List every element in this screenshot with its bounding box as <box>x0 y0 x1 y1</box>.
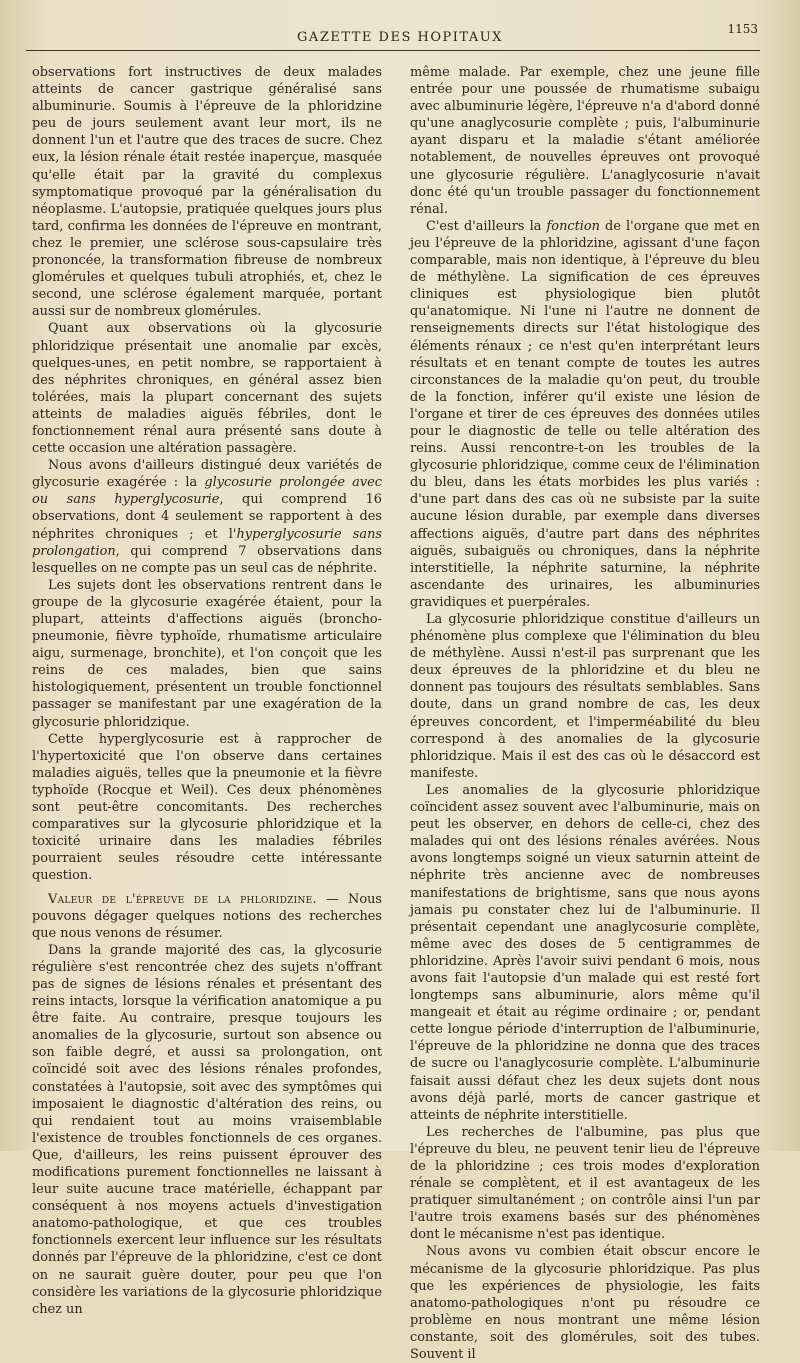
section-paragraph <box>32 891 382 942</box>
text-run: Nous avons d'ailleurs distingué deux variétés de glycosurie exagérée : la <box>32 458 382 491</box>
left-paragraph-5: Cette hyperglycosurie est à rapprocher de l'hypertoxicité que l'on observe dans certaines maladies aiguës, telles que la pneumonie et la fièvre typhoïde (Rocque et Weil). Ces deux phénomènes sont peut-être concomitants. Des recherches comparatives sur la glycosurie phloridzique et la toxicité urinaire dans les maladies fébriles pourraient seules résoudre cette intéressante question. <box>32 731 382 884</box>
text-run: , qui comprend 7 observations dans lesquelles on ne compte pas un seul cas de néphrite. <box>32 543 382 576</box>
right-paragraph-6: Nous avons vu combien était obscur encore le mécanisme de la glycosurie phloridzique. Pas plus que les expériences de physiologie, les faits anatomo-pathologiques n'ont pu résoudre ce problème en nous montrant une même lésion constante, soit des glomérules, soit des tubes. Souvent il <box>410 1244 760 1363</box>
left-paragraph-2: Quant aux observations où la glycosurie phloridzique présentait une anomalie par excès, quelques-unes, en petit nombre, se rapportaient à des néphrites chroniques, en général assez bien tolérées, mais la plupart concernant des sujets atteints de maladies aiguës fébriles, dont le fonctionnement rénal aura présenté sans doute à cette occasion une altération passagère. <box>32 321 382 457</box>
header-rule <box>26 50 760 51</box>
left-column <box>32 64 382 1317</box>
right-paragraph-4: Les anomalies de la glycosurie phloridzique coïncident assez souvent avec l'albuminurie, mais on peut les observer, en dehors de celle-ci, chez des malades qui ont des lésions rénales avérées. Nous avons longtemps soigné un vieux saturnin atteint de néphrite très ancienne avec de nombreuses manifestations de brightisme, sans que nous ayons jamais pu constater chez lui de l'albuminurie. Il présentait cependant une anaglycosurie complète, même avec des doses de 5 centigrammes de phloridzine. Après l'avoir suivi pendant 6 mois, nous avons fait l'autopsie d'un malade qui est resté fort longtemps sans albuminurie, alors même qu'il mangeait et était au régime ordinaire ; or, pendant cette longue période d'interruption de l'albuminurie, l'épreuve de la phloridzine ne donna que des traces de sucre ou l'anaglycosurie complète. L'albuminurie faisait aussi défaut chez les deux sujets dont nous avons déjà parlé, morts de cancer gastrique et atteints de néphrite interstitielle. <box>410 782 760 1123</box>
page-header <box>0 22 800 52</box>
right-paragraph-3: La glycosurie phloridzique constitue d'ailleurs un phénomène plus complexe que l'élimination du bleu de méthylène. Aussi n'est-il pas surprenant que les deux épreuves de la phloridzine et du bleu ne donnent pas toujours des résultats semblables. Sans doute, dans un grand nombre de cas, les deux épreuves concordent, et l'imperméabilité du bleu correspond à des anomalies de la glycosurie phloridzique. Mais il est des cas où le désaccord est manifeste. <box>410 612 760 781</box>
text-run: de l'organe que met en jeu l'épreuve de la phloridzine, agissant d'une façon comparable, mais non identique, à l'épreuve du bleu de méthylène. La signification de ces épreuves cliniques est physiologique bien plutôt qu'anatomique. Ni l'une ni l'autre ne donnent de renseignements directs sur l'état histologique des éléments rénaux ; ce n'est qu'en interprétant leurs résultats et en tenant compte de toutes les autres circonstances de la maladie qu'on peut, du trouble de la fonction, inférer qu'il existe une lésion de l'organe et tirer de ces épreuves des données utiles pour le diagnostic de telle ou telle altération des reins. Aussi rencontre-t-on les troubles de la glycosurie phloridzique, comme ceux de l'élimination du bleu, dans les états morbides les plus variés : d'une part dans des cas où ne subsiste par la suite aucune lésion durable, par exemple dans diverses affections aiguës, d'autre part dans des néphrites aiguës, subaiguës ou chroniques, dans la néphrite interstitielle, la néphrite saturnine, la néphrite ascendante des urinaires, les albuminuries gravidiques et puerpérales. <box>410 218 760 610</box>
right-paragraph-1: même malade. Par exemple, chez une jeune fille entrée pour une poussée de rhumatisme subaigu avec albuminurie légère, l'épreuve n'a d'abord donné qu'une anaglycosurie complète ; puis, l'albuminurie ayant disparu et la maladie s'étant améliorée notablement, de nouvelles épreuves ont provoqué une glycosurie régulière. L'anaglycosurie n'avait donc été qu'un trouble passager du fonctionnement rénal. <box>410 65 760 217</box>
right-paragraph-5: Les recherches de l'albumine, pas plus que l'épreuve du bleu, ne peuvent tenir lieu de l'épreuve de la phloridzine ; ces trois modes d'exploration rénale se complètent, et il est avantageux de les pratiquer simultanément ; on contrôle ainsi l'un par l'autre trois examens basés sur des phénomènes dont le mécanisme n'est pas identique. <box>410 1124 760 1243</box>
running-title: GAZETTE DES HOPITAUX <box>297 30 503 45</box>
text-run: , qui comprend 16 observations, dont 4 seulement se rapportent à des néphrites chroniques ; et l' <box>32 492 382 542</box>
left-paragraph-4: Les sujets dont les observations rentrent dans le groupe de la glycosurie exagérée étaient, pour la plupart, atteints d'affections aiguës (broncho-pneumonie, fièvre typhoïde, rhumatisme articulaire aigu, surmenage, bronchite), et l'on conçoit que les reins de ces malades, bien que sains histologiquement, présentent un trouble fonctionnel passager se manifestant par une exagération de la glycosurie phloridzique. <box>32 577 382 730</box>
italic-term: fonction <box>546 218 600 234</box>
text-run: C'est d'ailleurs la <box>426 218 547 234</box>
section-heading: Valeur de l'épreuve de la phloridzine. <box>48 891 317 907</box>
left-paragraph-6: Dans la grande majorité des cas, la glycosurie régulière s'est rencontrée chez des sujets n'offrant pas de signes de lésions rénales et présentant des reins intacts, lorsque la vérification anatomique a pu être faite. Au contraire, presque toujours les anomalies de la glycosurie, surtout son absence ou son faible degré, et aussi sa prolongation, ont coïncidé soit avec des lésions rénales profondes, constatées à l'autopsie, soit avec des symptômes qui imposaient le diagnostic d'altération des reins, ou qui rendaient tout au moins vraisemblable l'existence de troubles fonctionnels de ces organes. Que, d'ailleurs, les reins puissent éprouver des modifications purement fonctionnelles ne laissant à leur suite aucune trace matérielle, échappant par conséquent à nos moyens actuels d'investigation anatomo-pathologique, et que ces troubles fonctionnels exercent leur influence sur les résultats donnés par l'épreuve de la phloridzine, c'est ce dont on ne saurait guère douter, pour peu que l'on considère les variations de la glycosurie phloridzique chez un <box>32 942 382 1317</box>
italic-term: glycosurie prolongée avec ou sans hyperglycosurie <box>32 475 382 508</box>
right-paragraph-2 <box>410 218 760 611</box>
left-paragraph-3 <box>32 457 382 577</box>
text-run: — Nous pouvons dégager quelques notions des recherches que nous venons de résumer. <box>32 891 382 941</box>
right-column <box>410 64 760 1363</box>
page-number: 1153 <box>727 22 758 36</box>
italic-term: hyperglycosurie sans prolongation <box>32 526 382 559</box>
left-paragraph-1: observations fort instructives de deux malades atteints de cancer gastrique généralisé sans albuminurie. Soumis à l'épreuve de la phloridzine peu de jours seulement avant leur mort, ils ne donnent l'un et l'autre que des traces de sucre. Chez eux, la lésion rénale était restée inaperçue, masquée qu'elle était par la gravité du complexus symptomatique provoqué par la généralisation du néoplasme. L'autopsie, pratiquée quelques jours plus tard, confirma les données de l'épreuve en montrant, chez le premier, une sclérose sous-capsulaire très prononcée, la transformation fibreuse de nombreux glomérules et quelques tubuli atrophiés, et, chez le second, une sclérose également marquée, portant aussi sur de nombreux glomérules. <box>32 65 382 320</box>
text-columns <box>32 64 760 1363</box>
